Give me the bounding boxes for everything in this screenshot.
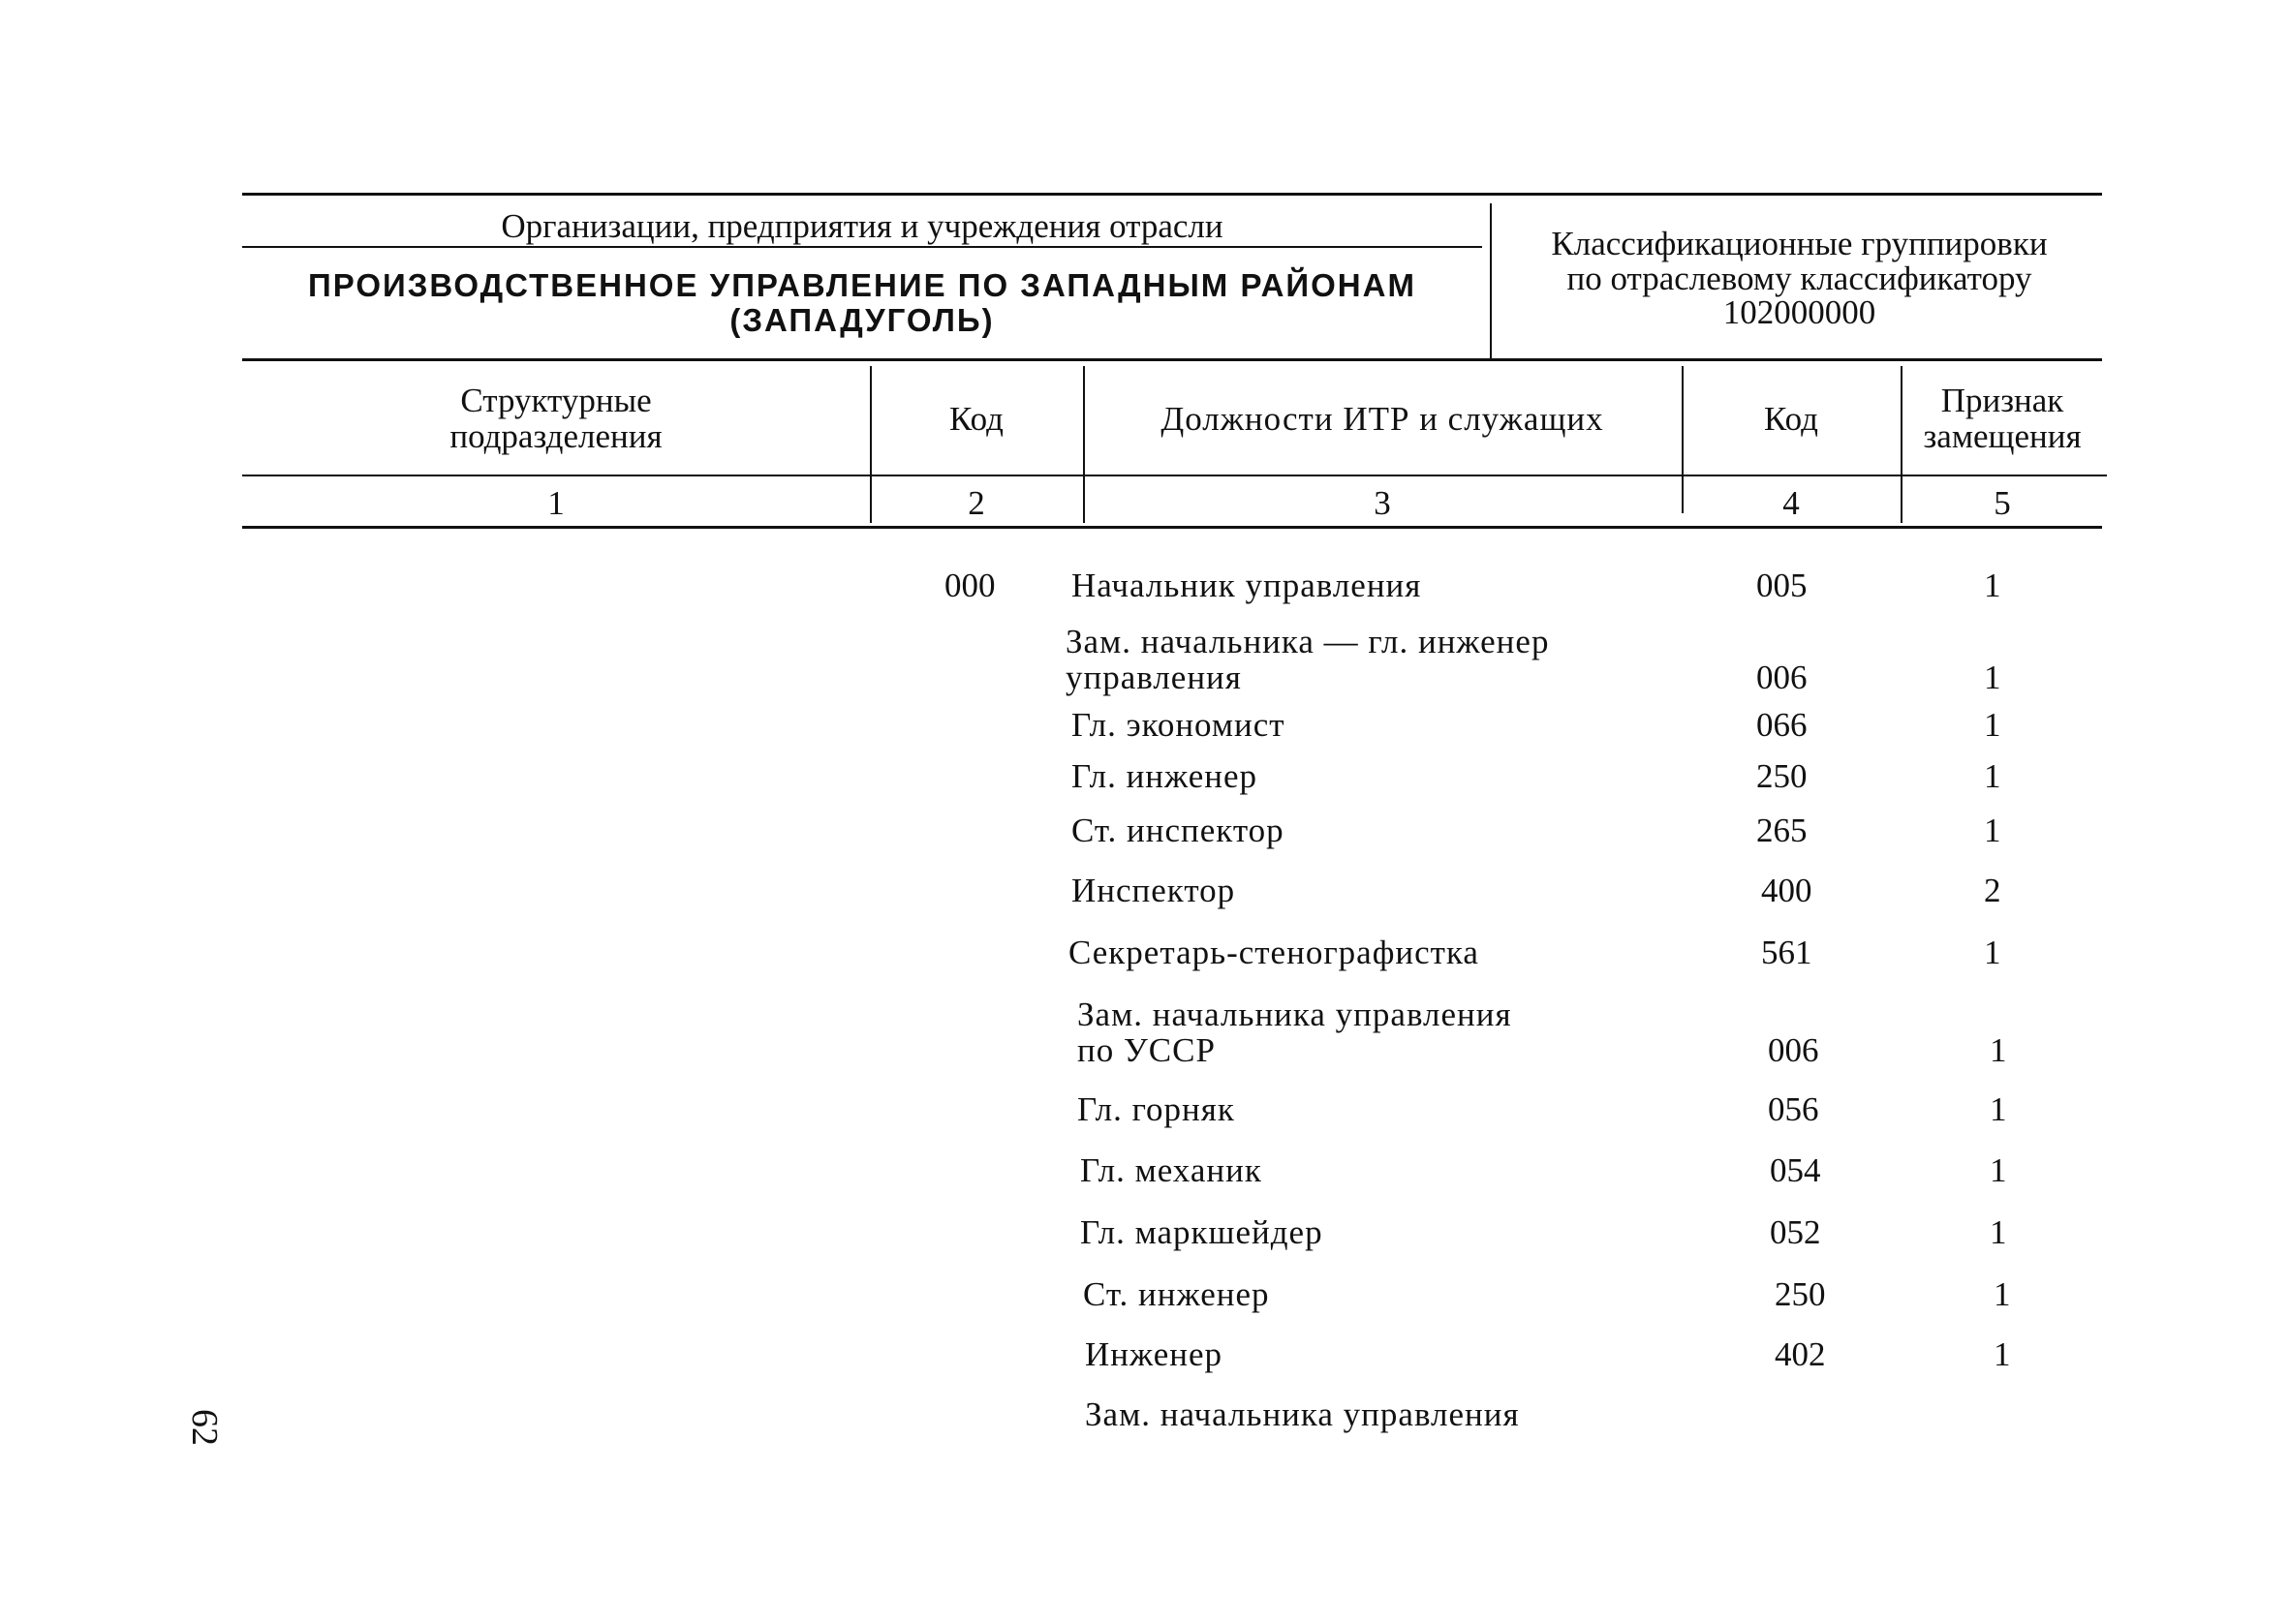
org-name-line2: (ЗАПАДУГОЛЬ) [729, 302, 995, 338]
classifier-code: 102000000 [1722, 293, 1876, 331]
replacement-sign: 1 [1990, 1031, 2007, 1069]
col-header-position-code: Код [1764, 400, 1818, 438]
position-code: 054 [1770, 1151, 1821, 1189]
org-name-line1: ПРОИЗВОДСТВЕННОЕ УПРАВЛЕНИЕ ПО ЗАПАДНЫМ РАЙОНАМ [308, 267, 1416, 303]
position-code: 561 [1761, 934, 1812, 971]
position-title: Ст. инспектор [1071, 812, 1284, 849]
position-title: Гл. экономист [1071, 706, 1285, 744]
position-code: 005 [1756, 567, 1808, 604]
position-code: 250 [1756, 757, 1808, 795]
replacement-sign: 1 [1990, 1213, 2007, 1251]
col-header-units-line2: подразделения [449, 417, 663, 455]
position-title-line2: по УССР [1077, 1031, 1216, 1069]
position-title: Начальник управления [1071, 567, 1422, 604]
position-title: Гл. маркшейдер [1080, 1213, 1323, 1251]
replacement-sign: 1 [1984, 659, 2001, 696]
replacement-sign: 1 [1990, 1151, 2007, 1189]
position-code: 400 [1761, 872, 1812, 909]
position-code: 006 [1756, 659, 1808, 696]
position-code: 402 [1775, 1335, 1826, 1373]
col-number-2: 2 [968, 484, 985, 522]
position-code: 056 [1768, 1090, 1819, 1128]
position-title: Ст. инженер [1083, 1275, 1270, 1313]
page-number: 62 [184, 1409, 225, 1446]
header-bottom-rule [242, 358, 2102, 361]
position-title: Гл. горняк [1077, 1090, 1235, 1128]
classifier-line2: по отраслевому классификатору [1566, 260, 2032, 297]
col-header-sign-line1: Признак [1940, 382, 2064, 419]
position-title: Секретарь-стенографистка [1068, 934, 1479, 971]
col-header-units-line1: Структурные [460, 382, 652, 419]
replacement-sign: 1 [1984, 757, 2001, 795]
unit-code: 000 [944, 567, 996, 604]
replacement-sign: 1 [1984, 934, 2001, 971]
col-header-sign [1901, 383, 2104, 454]
position-code: 006 [1768, 1031, 1819, 1069]
position-code: 052 [1770, 1213, 1821, 1251]
replacement-sign: 1 [1984, 567, 2001, 604]
position-title: Гл. механик [1080, 1151, 1262, 1189]
position-title: Зам. начальника управления [1085, 1395, 1520, 1433]
position-code: 265 [1756, 812, 1808, 849]
caption-rule [242, 246, 1482, 248]
col-number-1: 1 [547, 484, 565, 522]
top-rule [242, 193, 2102, 196]
position-title-line2: управления [1066, 659, 1242, 696]
position-code: 250 [1775, 1275, 1826, 1313]
org-caption: Организации, предприятия и учреждения отрасли [501, 207, 1223, 245]
replacement-sign: 1 [1984, 812, 2001, 849]
replacement-sign: 2 [1984, 872, 2001, 909]
col-header-positions: Должности ИТР и служащих [1160, 400, 1604, 438]
position-title: Зам. начальника — гл. инженер [1066, 623, 1550, 660]
col-header-sign-line2: замещения [1923, 417, 2082, 455]
position-title: Инспектор [1071, 872, 1236, 909]
col-number-3: 3 [1374, 484, 1391, 522]
position-title: Зам. начальника управления [1077, 996, 1512, 1033]
column-number-rule [242, 526, 2102, 529]
replacement-sign: 1 [1994, 1275, 2011, 1313]
position-title: Инженер [1085, 1335, 1223, 1373]
replacement-sign: 1 [1994, 1335, 2011, 1373]
header-divider [1490, 203, 1492, 358]
col-header-code: Код [949, 400, 1004, 438]
position-title: Гл. инженер [1071, 757, 1258, 795]
col-header-units [242, 383, 870, 454]
col-number-5: 5 [1994, 484, 2011, 522]
column-header-rule [242, 475, 2107, 476]
col-number-4: 4 [1782, 484, 1800, 522]
classifier-line1: Классификационные группировки [1551, 225, 2048, 262]
replacement-sign: 1 [1990, 1090, 2007, 1128]
position-code: 066 [1756, 706, 1808, 744]
replacement-sign: 1 [1984, 706, 2001, 744]
